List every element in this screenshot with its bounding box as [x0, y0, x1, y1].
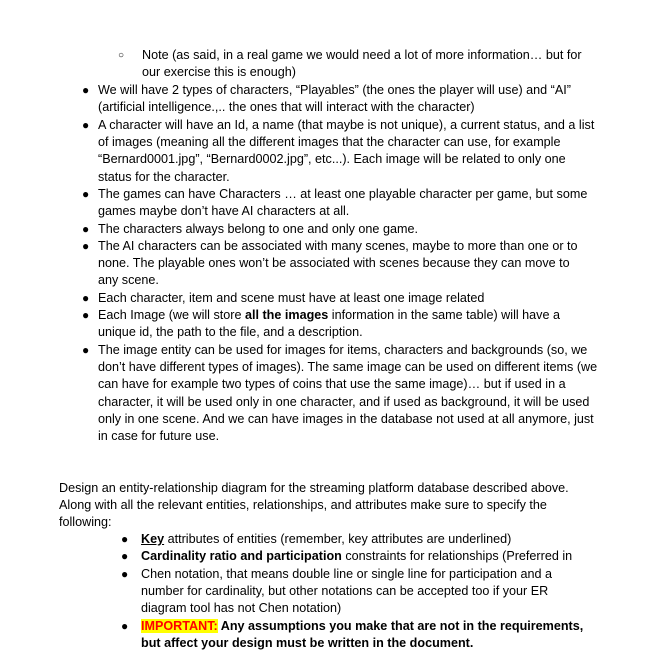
task-paragraph: Design an entity-relationship diagram for the streaming platform database described above. Along with all the relevant entities, relationships, and attributes make sure to specify the following:	[59, 481, 569, 530]
hollow-bullet-icon: ○	[118, 50, 125, 61]
important-highlight: IMPORTANT:	[141, 619, 218, 633]
bullet-icon: ●	[121, 532, 129, 546]
task-item-chen: Chen notation, that means double line or single line for participation and a number for cardinality, but other notations can be accepted too if your ER diagram tool has not Chen notation)	[141, 567, 552, 616]
bullet-icon: ●	[121, 549, 129, 563]
list-item-belong: The characters always belong to one and only one game.	[98, 222, 418, 236]
list-item-character-attributes: A character will have an Id, a name (that maybe is not unique), a current status, and a list of images (meaning all the different images that the character can use, for example “Bernard0001.jpg”, “Bernard0002.jpg”, etc...). Each image will be related to only one status for the character.	[98, 118, 595, 184]
bullet-icon: ●	[82, 239, 90, 253]
list-item-image-entity: The image entity can be used for images for items, characters and backgrounds (so, we don’t have different types of images). The same image can be used on different items (we can have for example two types of coins that use the same image)… but if used in a character, it will be used only in one character, and if used as background, it will be used only in one scene. And we can have images in the database not used at all anymore, just in case for future use.	[98, 343, 598, 444]
bullet-icon: ●	[121, 567, 129, 581]
bullet-icon: ●	[82, 343, 90, 357]
bullet-icon: ●	[82, 187, 90, 201]
list-item-image-table: Each Image (we will store all the images information in the same table) will have a unique id, the path to the file, and a description.	[98, 308, 560, 340]
list-item-image-related: Each character, item and scene must have at least one image related	[98, 291, 485, 305]
list-item-games: The games can have Characters … at least one playable character per game, but some games maybe don’t have AI characters at all.	[98, 187, 588, 219]
bullet-icon: ●	[82, 222, 90, 236]
task-item-cardinality: Cardinality ratio and participation constraints for relationships (Preferred in	[141, 549, 573, 563]
bullet-icon: ●	[82, 291, 90, 305]
bullet-icon: ●	[82, 118, 90, 132]
bullet-icon: ●	[121, 619, 129, 633]
list-item-ai-scenes: The AI characters can be associated with many scenes, maybe to more than one or to none. The playable ones won’t be associated with scenes because they can move to any scene.	[98, 239, 578, 288]
task-item-key: Key attributes of entities (remember, key attributes are underlined)	[141, 532, 512, 546]
bullet-icon: ●	[82, 83, 90, 97]
bullet-icon: ●	[82, 308, 90, 322]
list-item-character-types: We will have 2 types of characters, “Playables” (the ones the player will use) and “AI” (artificial intelligence.,.. the ones that will interact with the character)	[98, 83, 571, 115]
sub-note: Note (as said, in a real game we would need a lot of more information… but for our exercise this is enough)	[142, 48, 582, 80]
task-item-important: IMPORTANT: Any assumptions you make that are not in the requirements, but affect your design must be written in the document.	[141, 619, 584, 651]
